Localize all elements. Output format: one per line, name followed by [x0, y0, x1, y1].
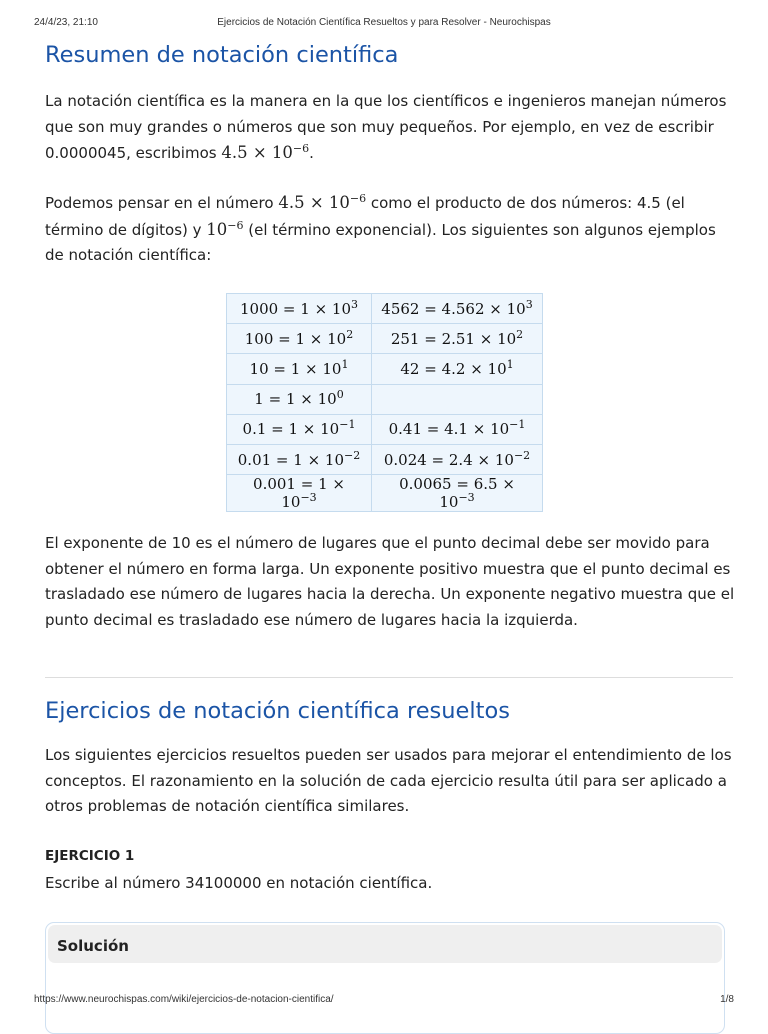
table-cell: [372, 294, 543, 324]
cell-exponent: 1: [341, 357, 349, 371]
table-row: [227, 294, 543, 324]
cell-exponent: 0: [336, 388, 344, 402]
table-cell: [372, 324, 543, 354]
table-cell: [372, 414, 543, 444]
section-divider: [45, 677, 733, 678]
cell-base: 0.41 = 4.1 × 10: [388, 420, 510, 439]
math-exponent: −6: [349, 192, 367, 205]
cell-exponent: −2: [513, 448, 531, 462]
print-page-title: Ejercicios de Notación Científica Resueltos y para Resolver - Neurochispas: [217, 17, 551, 28]
cell-exponent: 3: [351, 297, 358, 311]
exercise-label: EJERCICIO 1: [45, 848, 135, 864]
summary-paragraph-2-text-b: como el producto de dos números: 4.5 (el término de dígitos) y: [45, 194, 685, 239]
table-row: [227, 384, 543, 414]
cell-base: 251 = 2.51 × 10: [390, 329, 517, 348]
cell-base: 10 = 1 × 10: [249, 359, 342, 378]
table-cell: [227, 475, 372, 512]
cell-base: 100 = 1 × 10: [244, 329, 347, 348]
summary-paragraph-3: El exponente de 10 es el número de lugares que el punto decimal debe ser movido para obtener el número en forma larga. Un exponente positivo muestra que el punto decimal es trasladado ese número de lugares hacia la derecha. Un exponente negativo muestra que el punto decimal es trasladado ese número de lugares hacia la izquierda.: [45, 534, 735, 629]
summary-paragraph-1: [45, 89, 735, 167]
table-cell: [227, 354, 372, 384]
table-cell: [227, 384, 372, 414]
table-row: [227, 324, 543, 354]
table-cell: [227, 324, 372, 354]
summary-paragraph-1-text: La notación científica es la manera en la que los científicos e ingenieros manejan números que son muy grandes o números que son muy pequeños. Por ejemplo, en vez de escribir 0.0000045, escribimos: [45, 92, 727, 162]
table-cell: [372, 384, 543, 414]
summary-paragraph-2: [45, 190, 735, 269]
exercise-statement: Escribe al número 34100000 en notación científica.: [45, 874, 433, 892]
section-heading-exercises: Ejercicios de notación científica resueltos: [45, 698, 510, 724]
section-heading-summary: Resumen de notación científica: [45, 42, 399, 68]
solution-panel: [45, 922, 725, 1034]
cell-base: 0.024 = 2.4 × 10: [383, 450, 514, 469]
cell-base: 0.001 = 1 × 10: [253, 475, 345, 512]
math-base: 4.5 × 10: [278, 193, 350, 212]
print-page-number: 1/8: [720, 994, 734, 1005]
cell-exponent: 2: [346, 327, 354, 341]
math-base: 10: [206, 219, 228, 239]
cell-exponent: −3: [300, 491, 317, 505]
table-cell: [372, 444, 543, 474]
cell-exponent: −1: [509, 418, 526, 432]
scientific-notation-table: [226, 293, 543, 512]
summary-paragraph-2-text-c: (el término exponencial). Los siguientes son algunos ejemplos de notación científica:: [45, 220, 716, 264]
math-exponent: −6: [227, 218, 244, 232]
table-cell: [227, 414, 372, 444]
cell-base: 1000 = 1 × 10: [239, 299, 351, 318]
solution-label: Solución: [57, 937, 129, 955]
cell-exponent: −1: [339, 418, 356, 432]
math-base: 4.5 × 10: [221, 143, 293, 162]
table-cell: [227, 294, 372, 324]
cell-exponent: 3: [525, 297, 533, 311]
math-expression: [278, 193, 366, 212]
cell-base: 42 = 4.2 × 10: [400, 359, 507, 378]
exercises-intro-paragraph: Los siguientes ejercicios resueltos pueden ser usados para mejorar el entendimiento de los conceptos. El razonamiento en la solución de cada ejercicio resulta útil para ser aplicado a otros problemas de notación científica similares.: [45, 746, 732, 815]
summary-paragraph-1-end: .: [309, 144, 314, 162]
cell-base: 1 = 1 × 10: [254, 390, 337, 409]
table-row: [227, 414, 543, 444]
math-expression: [221, 143, 309, 162]
cell-base: 0.01 = 1 × 10: [237, 450, 345, 469]
math-exponent: −6: [292, 142, 310, 155]
solution-toggle[interactable]: [48, 925, 722, 963]
table-row: [227, 444, 543, 474]
cell-base: 0.1 = 1 × 10: [242, 420, 340, 439]
table-row: [227, 354, 543, 384]
cell-base: 0.0065 = 6.5 × 10: [399, 475, 515, 512]
math-expression: [206, 220, 243, 239]
table-cell: [227, 444, 372, 474]
table-cell: [372, 354, 543, 384]
cell-exponent: −2: [344, 448, 361, 462]
cell-base: 4562 = 4.562 × 10: [381, 299, 526, 318]
table-row: [227, 475, 543, 512]
cell-exponent: 1: [506, 357, 514, 371]
cell-exponent: −3: [458, 491, 475, 505]
print-date: 24/4/23, 21:10: [34, 17, 98, 28]
scientific-notation-table-body: [227, 294, 543, 512]
cell-exponent: 2: [516, 327, 524, 341]
table-cell: [372, 475, 543, 512]
summary-paragraph-2-text-a: Podemos pensar en el número: [45, 194, 279, 212]
print-url: https://www.neurochispas.com/wiki/ejercicios-de-notacion-cientifica/: [34, 994, 334, 1005]
